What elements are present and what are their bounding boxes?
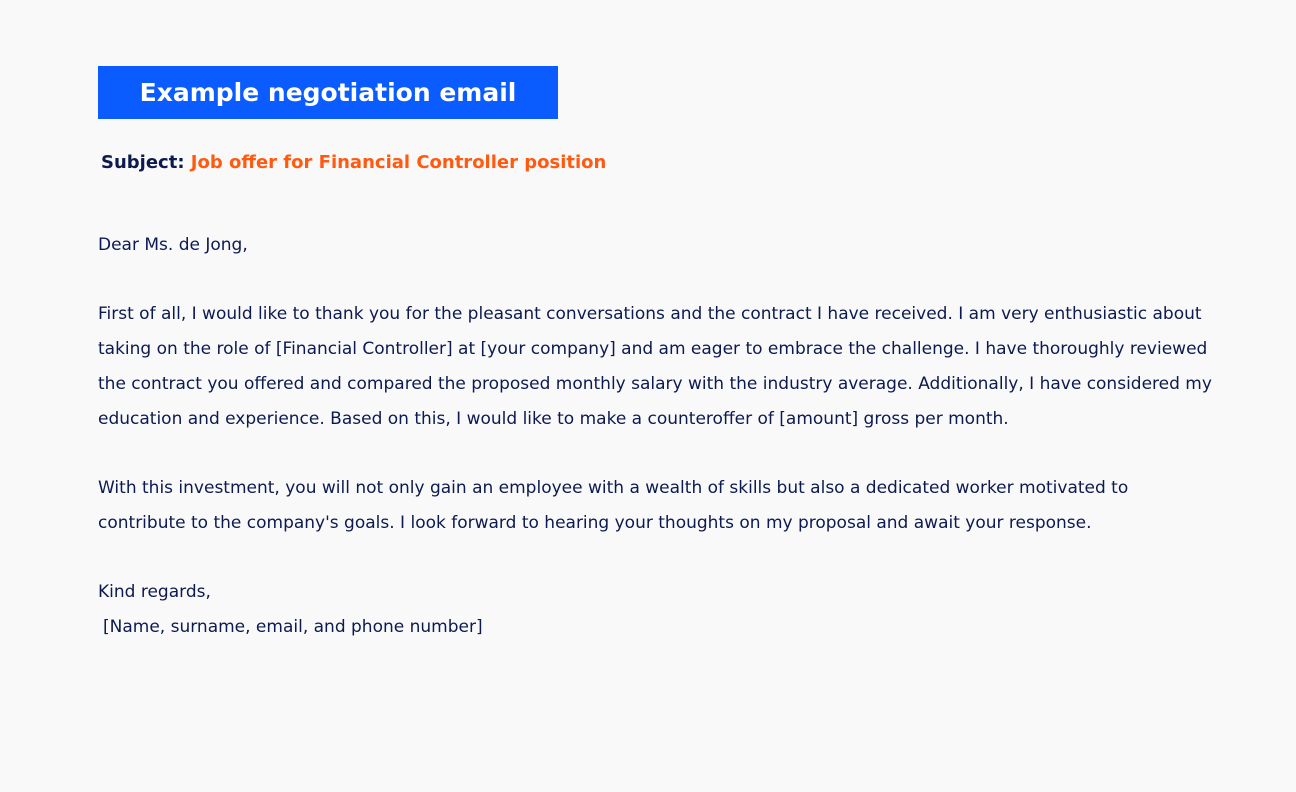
subject-line xyxy=(101,151,606,175)
subject-value: Job offer for Financial Controller position xyxy=(190,152,607,173)
email-greeting: Dear Ms. de Jong, xyxy=(98,235,248,255)
title-banner xyxy=(98,66,558,119)
email-paragraph-1: First of all, I would like to thank you for the pleasant conversations and the contract I have received. I am very enthusiastic about taking on the role of [Financial Controller] at [your company] and am eager to embrace the challenge. I have thoroughly reviewed the contract you offered and compared the proposed monthly salary with the industry average. Additionally, I have considered my education and experience. Based on this, I would like to make a counteroffer of [amount] gross per month. xyxy=(98,304,1212,429)
spacer xyxy=(98,540,1218,575)
email-paragraph-2: With this investment, you will not only gain an employee with a wealth of skills but also a dedicated worker motivated to contribute to the company's goals. I look forward to hearing your thoughts on my proposal and await your response. xyxy=(98,477,1129,533)
spacer xyxy=(98,436,1218,471)
spacer xyxy=(98,263,1218,298)
email-body xyxy=(98,228,1218,644)
page-title: Example negotiation email xyxy=(139,78,517,107)
subject-label: Subject: xyxy=(101,152,185,173)
email-closing: Kind regards, xyxy=(98,581,211,602)
email-signature: [Name, surname, email, and phone number] xyxy=(103,616,483,637)
